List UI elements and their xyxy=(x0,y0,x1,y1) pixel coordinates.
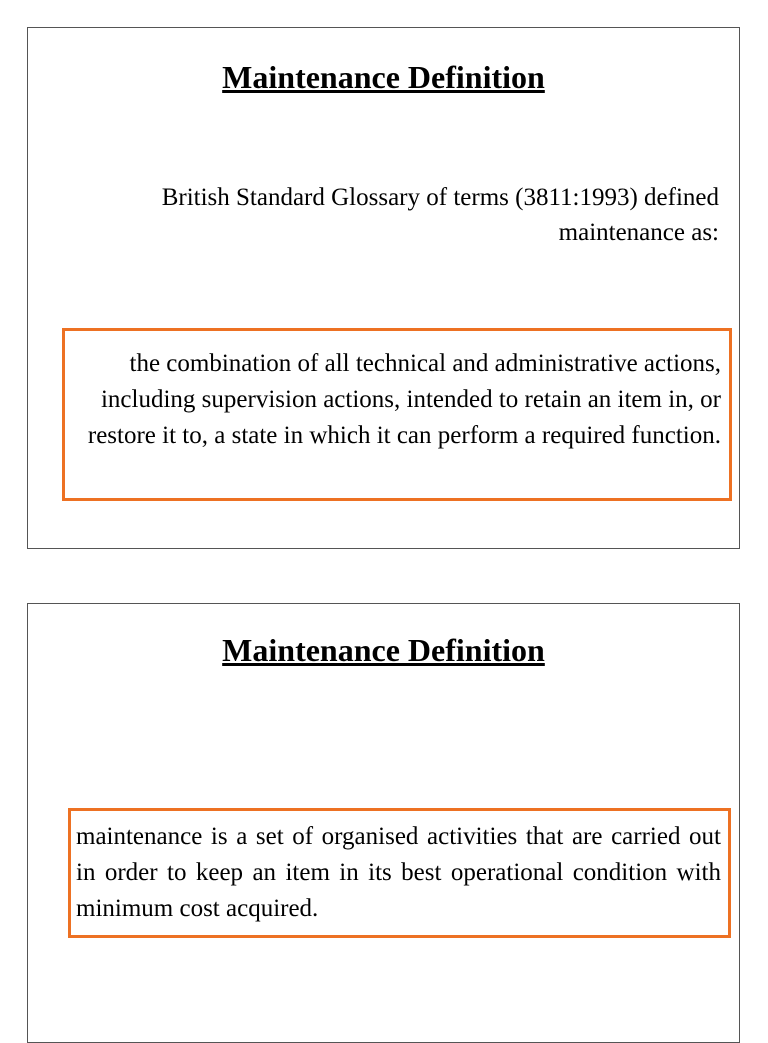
slide-2-title: Maintenance Definition xyxy=(222,632,545,668)
slide-2 xyxy=(27,603,740,1043)
slide-1 xyxy=(27,27,740,549)
slide-1-definition-text: the combination of all technical and administrative actions, including supervision actions, intended to retain an item in, or restore it to, a state in which it can perform a required function. xyxy=(87,350,721,449)
slide-1-title: Maintenance Definition xyxy=(222,59,545,95)
slide-2-definition-text: maintenance is a set of organised activities that are carried out in order to keep an item in its best operational condition with minimum cost acquired. xyxy=(76,823,721,922)
slide-2-definition-box xyxy=(68,808,731,938)
slide-1-definition-box xyxy=(62,328,732,501)
slide-1-source-text: British Standard Glossary of terms (3811:1993) defined maintenance as: xyxy=(161,184,719,246)
